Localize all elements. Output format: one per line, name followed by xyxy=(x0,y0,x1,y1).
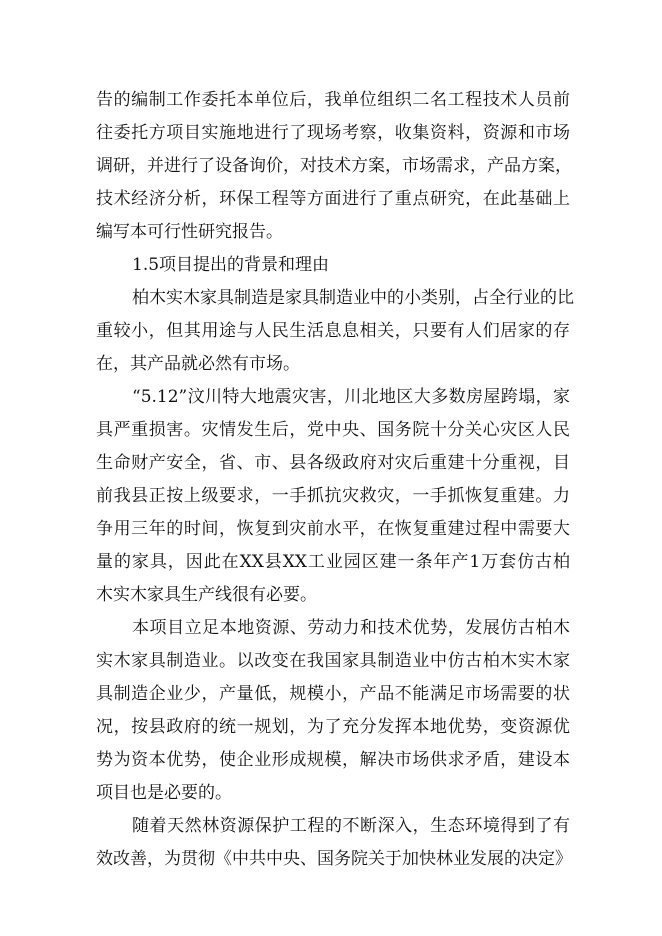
paragraph-line: 效改善，为贯彻《中共中央、国务院关于加快林业发展的决定》 xyxy=(96,849,572,869)
paragraph-line: 木实木家具生产线很有必要。 xyxy=(96,585,317,605)
paragraph-line: 调研，并进行了设备询价，对技术方案，市场需求，产品方案， xyxy=(96,156,572,176)
paragraph-line: 重较小，但其用途与人民生活息息相关，只要有人们居家的存 xyxy=(96,321,570,341)
paragraph-line: 况，按县政府的统一规划，为了充分发挥本地优势，变资源优 xyxy=(96,717,570,737)
paragraph-line: 柏木实木家具制造是家具制造业中的小类别，占全行业的比 xyxy=(132,288,574,308)
paragraph-line: 技术经济分析，环保工程等方面进行了重点研究，在此基础上 xyxy=(96,189,570,209)
paragraph-line: 告的编制工作委托本单位后，我单位组织二名工程技术人员前 xyxy=(96,90,570,110)
paragraph-line: 生命财产安全，省、市、县各级政府对灾后重建十分重视，目 xyxy=(96,453,570,473)
paragraph-line: 本项目立足本地资源、劳动力和技术优势，发展仿古柏木 xyxy=(132,618,570,638)
paragraph-line: 实木家具制造业。以改变在我国家具制造业中仿古柏木实木家 xyxy=(96,651,570,671)
paragraph-line: 随着天然林资源保护工程的不断深入，生态环境得到了有 xyxy=(132,816,570,836)
paragraph-line: 争用三年的时间，恢复到灾前水平，在恢复重建过程中需要大 xyxy=(96,519,570,539)
paragraph-line: 势为资本优势，使企业形成规模，解决市场供求矛盾，建设本 xyxy=(96,750,570,770)
paragraph-line: 项目也是必要的。 xyxy=(96,783,232,803)
paragraph-line: 具制造企业少，产量低，规模小，产品不能满足市场需要的状 xyxy=(96,684,570,704)
paragraph-line: “5.12”汶川特大地震灾害，川北地区大多数房屋跨塌，家 xyxy=(132,387,570,407)
paragraph-line: 往委托方项目实施地进行了现场考察，收集资料，资源和市场 xyxy=(96,123,570,143)
paragraph-line: 具严重损害。灾情发生后，党中央、国务院十分关心灾区人民 xyxy=(96,420,570,440)
paragraph-line: 编写本可行性研究报告。 xyxy=(96,222,283,242)
paragraph-line: 前我县正按上级要求，一手抓抗灾救灾，一手抓恢复重建。力 xyxy=(96,486,570,506)
paragraph-line: 在，其产品就必然有市场。 xyxy=(96,354,300,374)
paragraph-line: 量的家具，因此在XX县XX工业园区建一条年产1万套仿古柏 xyxy=(96,552,570,572)
section-heading: 1.5项目提出的背景和理由 xyxy=(132,255,330,275)
